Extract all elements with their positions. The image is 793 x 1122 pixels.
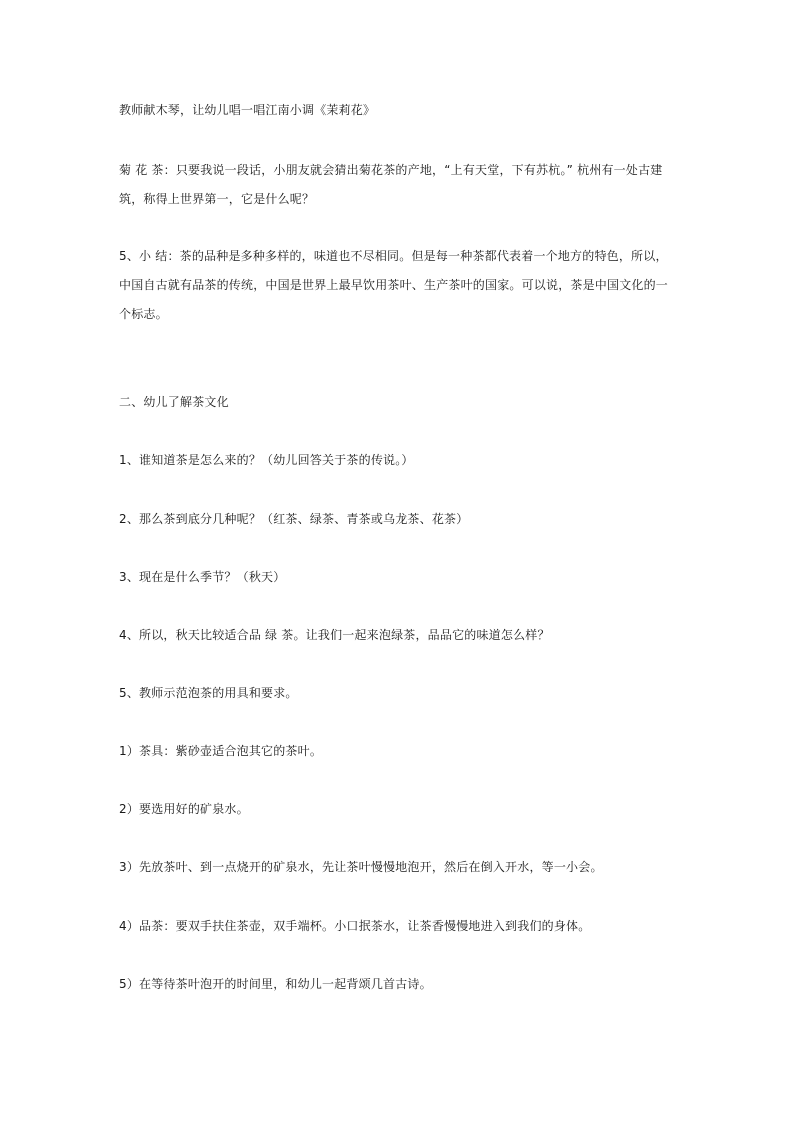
list-item: 1、谁知道茶是怎么来的？（幼儿回答关于茶的传说。） — [119, 453, 414, 467]
sub-list-item: 3）先放茶叶、到一点烧开的矿泉水，先让茶叶慢慢地泡开，然后在倒入开水，等一小会。 — [119, 860, 603, 874]
sub-list-item: 4）品茶：要双手扶住茶壶，双手端杯。小口抿茶水，让茶香慢慢地进入到我们的身体。 — [119, 919, 591, 933]
list-item: 4、所以，秋天比较适合品 绿 茶。让我们一起来泡绿茶，品品它的味道怎么样？ — [119, 628, 550, 642]
paragraph-intro: 教师献木琴，让幼儿唱一唱江南小调《茉莉花》 — [119, 103, 376, 117]
sub-list-item: 2）要选用好的矿泉水。 — [119, 802, 249, 816]
list-item: 3、现在是什么季节？（秋天） — [119, 570, 286, 584]
list-item: 2、那么茶到底分几种呢？（红茶、绿茶、青茶或乌龙茶、花茶） — [119, 512, 469, 526]
list-item: 5、教师示范泡茶的用具和要求。 — [119, 686, 298, 700]
sub-list-item: 1）茶具：紫砂壶适合泡其它的茶叶。 — [119, 744, 323, 758]
section-heading: 二、幼儿了解茶文化 — [119, 395, 229, 409]
paragraph-chrysanthemum-tea: 菊 花 茶：只要我说一段话，小朋友就会猜出菊花茶的产地，“上有天堂，下有苏杭。” 杭州有一处古建筑，称得上世界第一，它是什么呢？ — [119, 163, 663, 206]
paragraph-summary: 5、小 结：茶的品种是多种多样的，味道也不尽相同。但是每一种茶都代表着一个地方的特色，所以，中国自古就有品茶的传统，中国是世界上最早饮用茶叶、生产茶叶的国家。可以说，茶是中国文化的一个标志。 — [119, 249, 669, 321]
sub-list-item: 5）在等待茶叶泡开的时间里，和幼儿一起背颂几首古诗。 — [119, 977, 432, 991]
